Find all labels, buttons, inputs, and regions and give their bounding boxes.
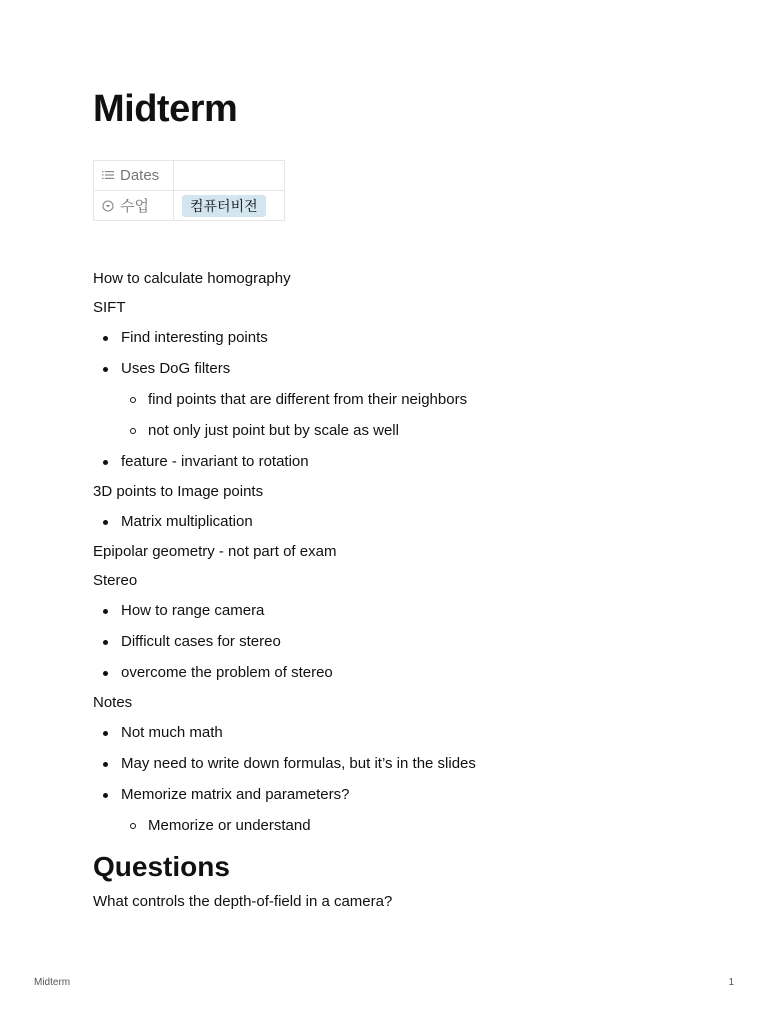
- property-value[interactable]: [174, 161, 285, 191]
- footer-title: Midterm: [34, 977, 71, 988]
- section-heading: Questions: [93, 851, 230, 882]
- property-row-dates: [94, 161, 285, 191]
- property-key-label: 수업: [120, 198, 149, 215]
- list-item: Matrix multiplication: [93, 506, 713, 537]
- list-item: overcome the problem of stereo: [93, 657, 713, 688]
- class-tag: 컴퓨터비전: [182, 195, 266, 217]
- list-item: Find interesting points: [93, 322, 713, 353]
- list-item: May need to write down formulas, but it’s in the slides: [93, 748, 713, 779]
- list-item: Uses DoG filters: [93, 353, 713, 384]
- page-title: Midterm: [93, 88, 238, 130]
- list-item: How to range camera: [93, 595, 713, 626]
- nested-list-item: find points that are different from their neighbors: [93, 384, 713, 415]
- list-item: Difficult cases for stereo: [93, 626, 713, 657]
- text-block: 3D points to Image points: [93, 483, 264, 500]
- text-block: Epipolar geometry - not part of exam: [93, 543, 337, 560]
- select-icon: [102, 199, 116, 216]
- list-icon: [102, 167, 116, 184]
- text-block: How to calculate homography: [93, 270, 291, 287]
- nested-list-item: not only just point but by scale as well: [93, 415, 713, 446]
- list-item: Not much math: [93, 717, 713, 748]
- properties-table: [93, 160, 285, 221]
- property-row-class: [94, 191, 285, 221]
- property-key: [94, 191, 174, 221]
- bulleted-list: [93, 322, 713, 477]
- bulleted-list: [93, 595, 713, 688]
- text-block: Notes: [93, 694, 133, 711]
- bulleted-list: [93, 506, 713, 537]
- property-key-label: Dates: [120, 166, 160, 184]
- list-item: feature - invariant to rotation: [93, 446, 713, 477]
- text-block: Stereo: [93, 572, 138, 589]
- list-item: Memorize matrix and parameters?: [93, 779, 713, 810]
- property-value[interactable]: [174, 191, 285, 221]
- text-block: SIFT: [93, 299, 126, 316]
- document-body: [93, 264, 713, 916]
- bulleted-list: [93, 717, 713, 841]
- nested-list-item: Memorize or understand: [93, 810, 713, 841]
- page-number: 1: [728, 977, 734, 988]
- text-block: What controls the depth-of-field in a camera?: [93, 893, 393, 910]
- property-key: [94, 161, 174, 191]
